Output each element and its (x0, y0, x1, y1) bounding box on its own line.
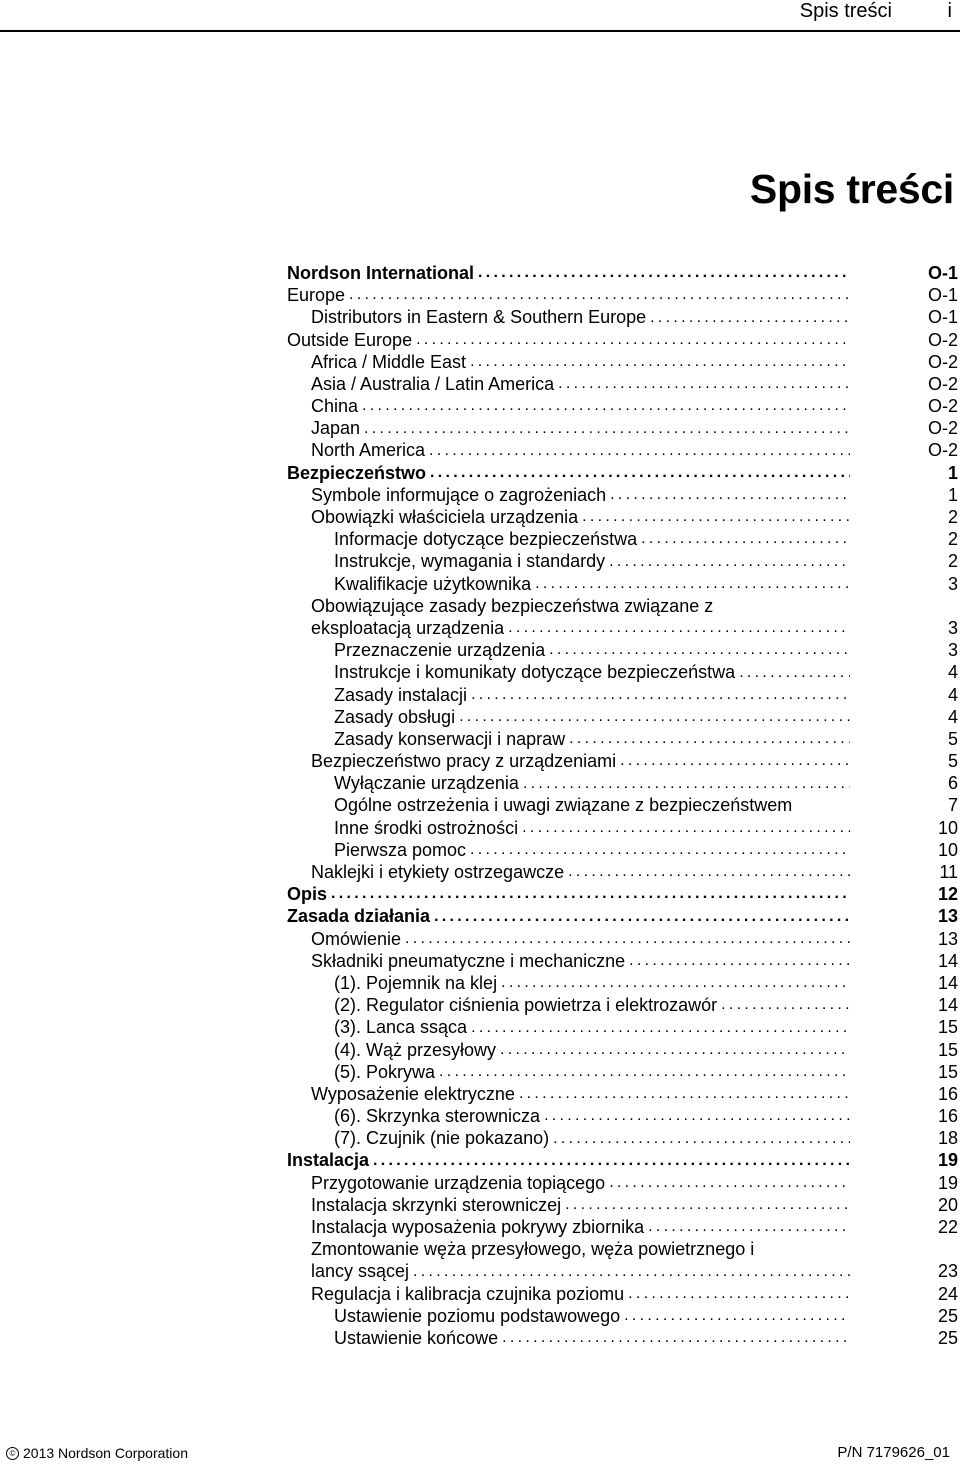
toc-entry[interactable] (287, 1061, 958, 1083)
toc-leader-dots (609, 1172, 850, 1194)
toc-entry-label: Europe (287, 285, 346, 306)
toc-leader-dots (582, 506, 850, 528)
toc-entry[interactable] (287, 1105, 958, 1127)
table-of-contents (287, 262, 958, 1349)
toc-entry[interactable] (287, 306, 958, 328)
toc-entry-page: 2 (947, 551, 958, 572)
toc-entry-page: 16 (937, 1083, 958, 1104)
toc-entry-page: 14 (937, 950, 958, 971)
toc-entry[interactable] (287, 950, 958, 972)
toc-leader-dots (373, 1150, 850, 1172)
toc-entry-label: Zasady instalacji (334, 684, 468, 705)
toc-entry-label: North America (311, 440, 426, 461)
toc-entry-label: Zasady obsługi (334, 706, 456, 727)
toc-entry-page: 14 (937, 972, 958, 993)
toc-leader-dots (362, 395, 850, 417)
toc-entry-page: 3 (947, 640, 958, 661)
toc-entry-label: Wyłączanie urządzenia (334, 773, 519, 794)
toc-entry-label: Naklejki i etykiety ostrzegawcze (311, 862, 565, 883)
toc-entry-page: 19 (937, 1172, 958, 1193)
page-footer (0, 1443, 960, 1465)
toc-leader-dots (641, 528, 850, 550)
toc-entry-page: O-1 (927, 262, 958, 283)
toc-entry-page: 5 (947, 728, 958, 749)
toc-entry-label: Africa / Middle East (311, 351, 467, 372)
toc-entry-label: (6). Skrzynka sterownicza (334, 1106, 541, 1127)
toc-entry-page: 4 (947, 706, 958, 727)
toc-leader-dots (629, 950, 850, 972)
toc-entry[interactable] (287, 417, 958, 439)
copyright-icon: © (6, 1447, 19, 1460)
toc-entry-label: Nordson International (287, 262, 475, 283)
toc-entry-page: 3 (947, 617, 958, 638)
toc-leader-dots (648, 1216, 850, 1238)
toc-entry[interactable] (287, 728, 958, 750)
toc-entry[interactable] (287, 684, 958, 706)
toc-entry[interactable] (287, 639, 958, 661)
toc-entry-label: Wyposażenie elektryczne (311, 1083, 515, 1104)
toc-leader-dots (471, 1017, 850, 1039)
toc-entry-page: 7 (947, 795, 958, 816)
toc-entry-label: Instalacja wyposażenia pokrywy zbiornika (311, 1217, 645, 1238)
toc-entry[interactable] (287, 351, 958, 373)
toc-entry-label: Omówienie (311, 928, 402, 949)
toc-entry[interactable] (287, 839, 958, 861)
toc-entry-page: 13 (937, 906, 958, 927)
toc-leader-dots (405, 928, 850, 950)
footer-copyright (6, 1445, 188, 1461)
toc-leader-dots (470, 351, 850, 373)
toc-entry-label: Ustawienie poziomu podstawowego (334, 1305, 621, 1326)
toc-entry-label: Kwalifikacje użytkownika (334, 573, 532, 594)
toc-entry-label: Japan (311, 418, 361, 439)
toc-leader-dots (459, 706, 850, 728)
toc-entry-page: 12 (937, 884, 958, 905)
toc-entry-label: Instalacja (287, 1150, 370, 1171)
toc-entry[interactable] (287, 706, 958, 728)
toc-entry-page: 25 (937, 1305, 958, 1326)
toc-leader-dots (429, 440, 850, 462)
toc-leader-dots (519, 1083, 850, 1105)
toc-entry-label: Bezpieczeństwo pracy z urządzeniami (311, 751, 617, 772)
toc-entry-page: 15 (937, 1039, 958, 1060)
toc-leader-dots (364, 418, 850, 440)
toc-entry[interactable] (287, 1238, 958, 1260)
toc-entry[interactable] (287, 1216, 958, 1238)
toc-entry-page: 1 (947, 484, 958, 505)
toc-entry[interactable] (287, 1172, 958, 1194)
toc-entry-label: eksploatacją urządzenia (311, 617, 505, 638)
toc-entry[interactable] (287, 1194, 958, 1216)
toc-entry[interactable] (287, 595, 958, 617)
toc-entry-page: 13 (937, 928, 958, 949)
toc-entry[interactable] (287, 994, 958, 1016)
toc-entry-page: 16 (937, 1106, 958, 1127)
toc-entry[interactable] (287, 395, 958, 417)
toc-leader-dots (609, 551, 850, 573)
toc-entry-label: Obowiązujące zasady bezpieczeństwa związane z (311, 595, 714, 616)
toc-entry-label: (5). Pokrywa (334, 1061, 436, 1082)
toc-entry[interactable] (287, 573, 958, 595)
toc-entry[interactable] (287, 1039, 958, 1061)
toc-entry[interactable] (287, 484, 958, 506)
toc-entry-page: O-1 (927, 285, 958, 306)
toc-entry[interactable] (287, 1083, 958, 1105)
toc-entry-page: 19 (937, 1150, 958, 1171)
toc-entry-label: Instrukcje i komunikaty dotyczące bezpieczeństwa (334, 662, 736, 683)
toc-entry-page: 4 (947, 662, 958, 683)
toc-entry[interactable] (287, 462, 958, 484)
toc-leader-dots (331, 883, 850, 905)
toc-leader-dots (430, 462, 850, 484)
toc-entry-page: 15 (937, 1061, 958, 1082)
toc-leader-dots (501, 972, 850, 994)
toc-leader-dots (650, 307, 850, 329)
toc-entry-page: 15 (937, 1017, 958, 1038)
toc-entry[interactable] (287, 750, 958, 772)
toc-entry[interactable] (287, 1150, 958, 1172)
toc-entry-page: 22 (937, 1217, 958, 1238)
toc-entry-label: Zasady konserwacji i napraw (334, 728, 566, 749)
toc-leader-dots (522, 817, 850, 839)
toc-entry[interactable] (287, 661, 958, 683)
toc-entry-label: (1). Pojemnik na klej (334, 972, 498, 993)
toc-entry-label: Symbole informujące o zagrożeniach (311, 484, 607, 505)
toc-entry[interactable] (287, 772, 958, 794)
toc-leader-dots (523, 773, 850, 795)
part-number: P/N 7179626_01 (837, 1444, 950, 1461)
toc-entry[interactable] (287, 861, 958, 883)
toc-entry[interactable] (287, 1327, 958, 1349)
toc-entry-page: 18 (937, 1128, 958, 1149)
toc-entry-label: Składniki pneumatyczne i mechaniczne (311, 950, 626, 971)
toc-leader-dots (502, 1327, 850, 1349)
toc-entry-label: (4). Wąż przesyłowy (334, 1039, 497, 1060)
toc-leader-dots (508, 617, 850, 639)
toc-entry[interactable] (287, 1305, 958, 1327)
toc-entry[interactable] (287, 262, 958, 284)
toc-entry[interactable] (287, 905, 958, 927)
toc-entry[interactable] (287, 1260, 958, 1282)
toc-leader-dots (416, 329, 850, 351)
toc-entry[interactable] (287, 440, 958, 462)
toc-entry-page: 2 (947, 529, 958, 550)
toc-entry-label: Pierwsza pomoc (334, 839, 467, 860)
toc-entry[interactable] (287, 373, 958, 395)
toc-entry[interactable] (287, 795, 958, 817)
header-rule (0, 30, 960, 32)
toc-entry-page: 23 (937, 1261, 958, 1282)
toc-entry[interactable] (287, 928, 958, 950)
toc-entry-page: O-1 (927, 307, 958, 328)
toc-entry-label: Przygotowanie urządzenia topiącego (311, 1172, 606, 1193)
toc-entry-page: 14 (937, 995, 958, 1016)
toc-entry-label: Przeznaczenie urządzenia (334, 640, 546, 661)
toc-entry-page: O-2 (927, 373, 958, 394)
toc-leader-dots (500, 1039, 850, 1061)
toc-entry-label: Regulacja i kalibracja czujnika poziomu (311, 1283, 625, 1304)
toc-entry-label: Opis (287, 884, 328, 905)
toc-entry-label: (7). Czujnik (nie pokazano) (334, 1128, 550, 1149)
toc-entry-page: 4 (947, 684, 958, 705)
toc-entry-page: 10 (937, 839, 958, 860)
toc-entry-page: 5 (947, 751, 958, 772)
toc-entry-label: Instrukcje, wymagania i standardy (334, 551, 606, 572)
toc-leader-dots (434, 906, 850, 928)
toc-entry[interactable] (287, 550, 958, 572)
toc-entry[interactable] (287, 1283, 958, 1305)
toc-entry[interactable] (287, 972, 958, 994)
toc-entry[interactable] (287, 506, 958, 528)
toc-entry-label: Informacje dotyczące bezpieczeństwa (334, 529, 638, 550)
toc-leader-dots (620, 750, 850, 772)
toc-entry-label: Obowiązki właściciela urządzenia (311, 507, 579, 528)
toc-entry-page: 6 (947, 773, 958, 794)
toc-entry-label: Bezpieczeństwo (287, 462, 427, 483)
toc-entry[interactable] (287, 883, 958, 905)
toc-leader-dots (569, 728, 850, 750)
toc-entry[interactable] (287, 617, 958, 639)
toc-leader-dots (553, 1128, 850, 1150)
toc-entry-page: 20 (937, 1194, 958, 1215)
toc-leader-dots (471, 684, 850, 706)
toc-entry-page: 11 (939, 862, 958, 883)
toc-entry-label: Zmontowanie węża przesyłowego, węża powietrznego i (311, 1239, 755, 1260)
toc-entry-page: 24 (937, 1283, 958, 1304)
page-header (0, 0, 960, 26)
toc-entry[interactable] (287, 284, 958, 306)
toc-entry-label: lancy ssącej (311, 1261, 410, 1282)
toc-entry-label: China (311, 396, 359, 417)
copyright-text: 2013 Nordson Corporation (23, 1445, 188, 1461)
toc-leader-dots (568, 861, 850, 883)
toc-entry-label: Ogólne ostrzeżenia i uwagi związane z bezpieczeństwem (334, 795, 793, 816)
toc-entry-label: (3). Lanca ssąca (334, 1017, 468, 1038)
page-title: Spis treści (749, 166, 954, 212)
toc-entry[interactable] (287, 329, 958, 351)
toc-leader-dots (544, 1105, 850, 1127)
toc-entry-label: Outside Europe (287, 329, 413, 350)
toc-leader-dots (413, 1261, 850, 1283)
toc-leader-dots (349, 284, 850, 306)
toc-leader-dots (549, 639, 850, 661)
toc-entry-label: Asia / Australia / Latin America (311, 373, 555, 394)
toc-entry-label: Zasada działania (287, 906, 431, 927)
toc-entry-page: 25 (937, 1327, 958, 1348)
toc-entry-label: Inne środki ostrożności (334, 817, 519, 838)
toc-leader-dots (470, 839, 850, 861)
toc-entry[interactable] (287, 817, 958, 839)
toc-entry-label: Ustawienie końcowe (334, 1327, 499, 1348)
toc-leader-dots (739, 662, 850, 684)
toc-leader-dots (721, 994, 850, 1016)
header-title: Spis treści (799, 0, 892, 22)
toc-entry-page: 10 (937, 817, 958, 838)
toc-entry-page: O-2 (927, 440, 958, 461)
toc-leader-dots (565, 1194, 850, 1216)
toc-entry-page: 3 (947, 573, 958, 594)
toc-leader-dots (610, 484, 850, 506)
toc-entry[interactable] (287, 528, 958, 550)
toc-leader-dots (628, 1283, 850, 1305)
toc-entry-page: O-2 (927, 351, 958, 372)
header-page-number: i (947, 0, 952, 22)
toc-entry-page: 1 (947, 462, 958, 483)
toc-entry[interactable] (287, 1016, 958, 1038)
toc-entry-page: O-2 (927, 396, 958, 417)
toc-leader-dots (439, 1061, 850, 1083)
toc-entry-page: O-2 (927, 418, 958, 439)
toc-entry-label: Distributors in Eastern & Southern Europe (311, 307, 647, 328)
toc-leader-dots (558, 373, 850, 395)
toc-entry-label: (2). Regulator ciśnienia powietrza i elektrozawór (334, 995, 718, 1016)
toc-entry-label: Instalacja skrzynki sterowniczej (311, 1194, 562, 1215)
toc-leader-dots (624, 1305, 850, 1327)
toc-leader-dots (478, 262, 850, 284)
toc-entry-page: 2 (947, 507, 958, 528)
toc-entry-page: O-2 (927, 329, 958, 350)
toc-entry[interactable] (287, 1127, 958, 1149)
toc-leader-dots (535, 573, 850, 595)
